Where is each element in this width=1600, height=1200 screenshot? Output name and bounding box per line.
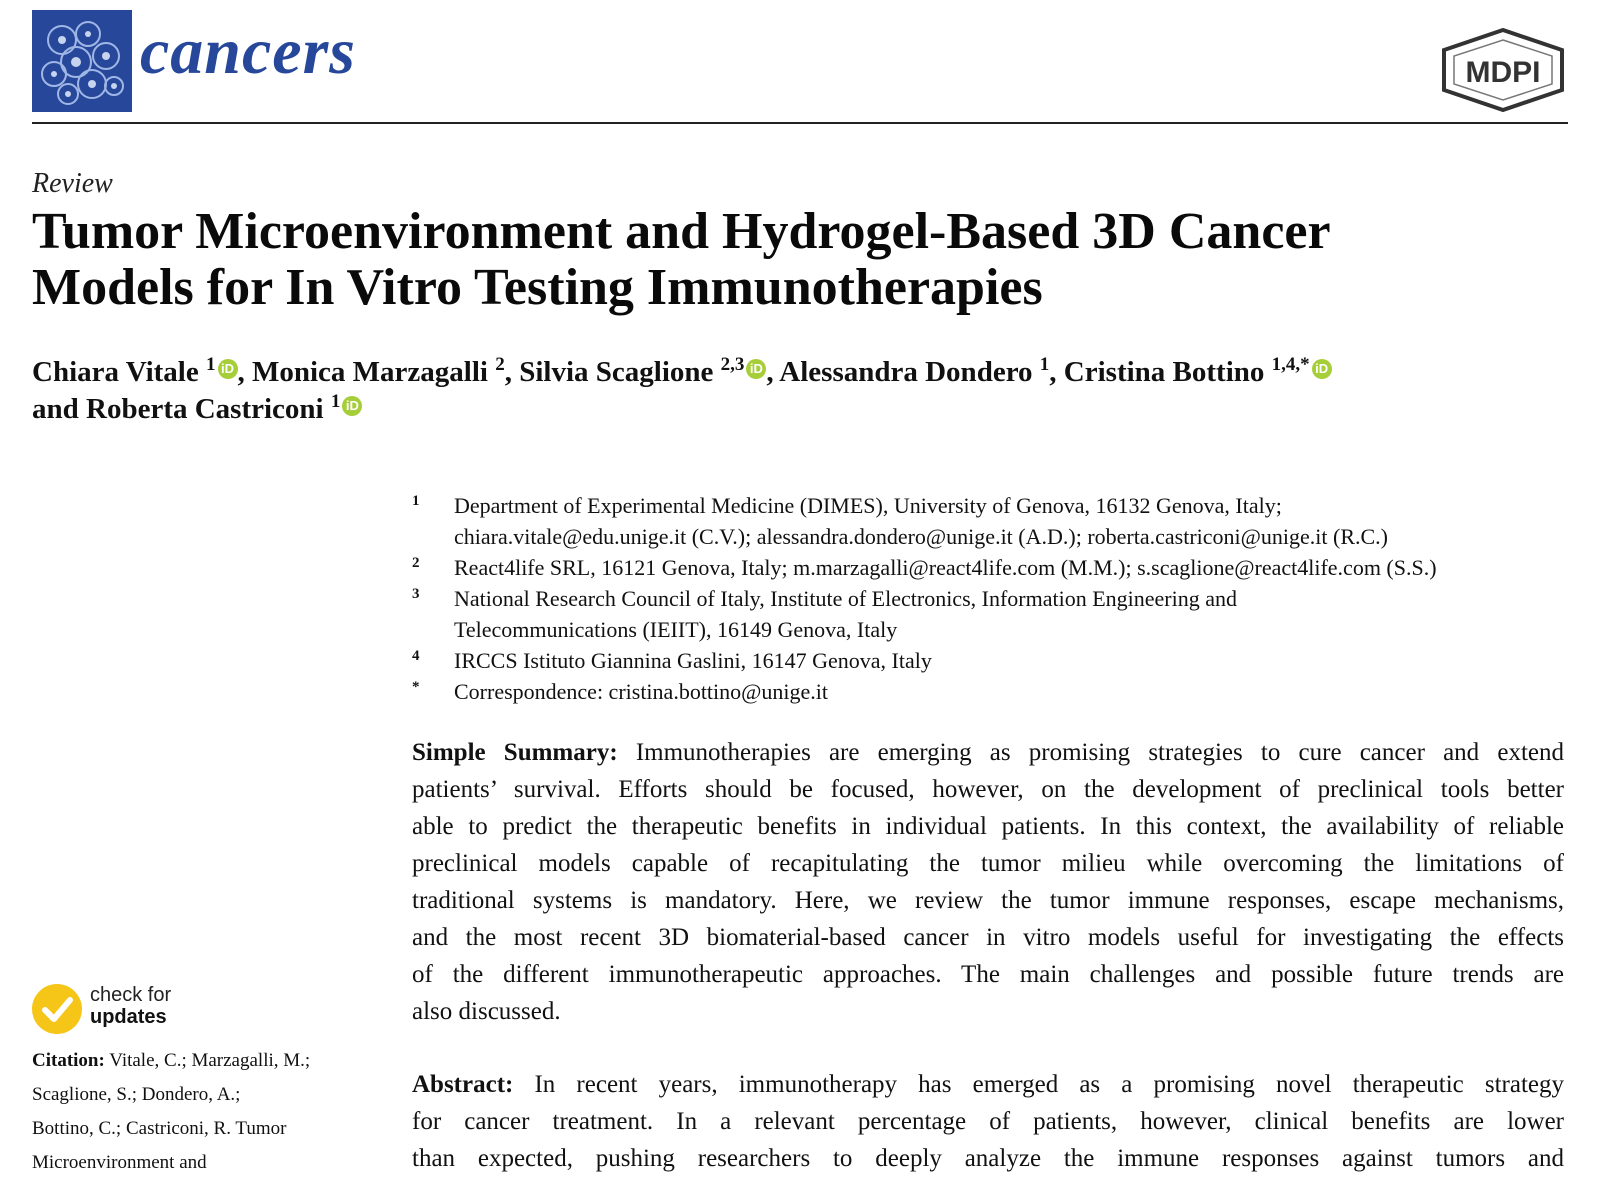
abstract-line: than expected, pushing researchers to deeply analyze the immune responses against tumors and [412, 1145, 1564, 1172]
affiliation-number: 3 [412, 586, 420, 602]
author-name[interactable]: Chiara Vitale [32, 356, 199, 388]
title-line: Tumor Microenvironment and Hydrogel-Based 3D Cancer [32, 203, 1331, 260]
citation-line: Bottino, C.; Castriconi, R. Tumor [32, 1118, 287, 1139]
orcid-icon[interactable]: iD [218, 359, 238, 379]
abstract [412, 1066, 1564, 1177]
author-name[interactable]: Silvia Scaglione [519, 356, 714, 388]
author-separator: , [766, 356, 780, 388]
author-name[interactable]: Alessandra Dondero [779, 356, 1033, 388]
check-for-updates-button[interactable] [32, 984, 212, 1038]
affiliation-number: 2 [412, 555, 420, 571]
summary-line: also discussed. [412, 998, 561, 1025]
title-line: Models for In Vitro Testing Immunotherapies [32, 259, 1043, 316]
affiliation-item [412, 645, 1572, 676]
citation-block [32, 1044, 372, 1180]
author-separator: , [237, 356, 252, 388]
summary-line: traditional systems is mandatory. Here, we review the tumor immune responses, escape mechanisms, [412, 887, 1564, 914]
simple-summary-heading: Simple Summary: [412, 739, 618, 766]
author-separator: , [504, 356, 520, 388]
affiliation-text: National Research Council of Italy, Institute of Electronics, Information Engineering and [454, 586, 1237, 611]
author-separator: , [1049, 356, 1064, 388]
article-title [32, 204, 1532, 316]
affiliation-number: 1 [412, 493, 420, 509]
citation-line: Scaglione, S.; Dondero, A.; [32, 1084, 241, 1105]
summary-text: Immunotherapies are emerging as promising strategies to cure cancer and extend [617, 739, 1564, 766]
author-name[interactable]: Roberta Castriconi [86, 393, 324, 425]
affiliation-text: IRCCS Istituto Giannina Gaslini, 16147 Genova, Italy [454, 648, 932, 673]
author-affiliation-marker: 1 [330, 391, 341, 412]
author-affiliation-marker: 1 [1039, 354, 1050, 375]
author-affiliation-marker: 2 [495, 354, 505, 375]
affiliation-list [412, 490, 1572, 707]
abstract-text: In recent years, immunotherapy has emerged as a promising novel therapeutic strategy [513, 1071, 1564, 1098]
affiliation-item [412, 490, 1572, 552]
author-name[interactable]: Cristina Bottino [1063, 356, 1265, 388]
author-list [32, 354, 1572, 428]
summary-line: and the most recent 3D biomaterial-based cancer in vitro models useful for investigating the effects [412, 924, 1564, 951]
affiliation-text: Telecommunications (IEIIT), 16149 Genova, Italy [454, 617, 898, 642]
affiliation-text: Department of Experimental Medicine (DIMES), University of Genova, 16132 Genova, Italy; [454, 493, 1282, 518]
summary-line: of the different immunotherapeutic approaches. The main challenges and possible future trends are [412, 961, 1564, 988]
author-affiliation-marker: 1,4,* [1271, 354, 1310, 375]
summary-line: patients’ survival. Efforts should be focused, however, on the development of preclinical tools better [412, 776, 1564, 803]
affiliation-item [412, 676, 1572, 707]
journal-logo [32, 10, 132, 112]
publisher-name: MDPI [1465, 56, 1541, 89]
article-type: Review [32, 168, 113, 199]
checkmark-icon [32, 984, 82, 1034]
updates-label-bottom: updates [90, 1006, 167, 1028]
citation-heading: Citation: [32, 1050, 105, 1071]
summary-line: able to predict the therapeutic benefits in individual patients. In this context, the availability of reliable [412, 813, 1564, 840]
orcid-icon[interactable]: iD [1312, 359, 1332, 379]
header-divider [32, 122, 1568, 124]
abstract-line [412, 1066, 1564, 1103]
affiliation-number: 4 [412, 648, 420, 664]
simple-summary [412, 734, 1564, 1030]
affiliation-text: React4life SRL, 16121 Genova, Italy; m.marzagalli@react4life.com (M.M.); s.scaglione@react4life.com (S.S.) [454, 555, 1437, 580]
affiliation-number: * [412, 679, 420, 695]
affiliation-text: chiara.vitale@edu.unige.it (C.V.); alessandra.dondero@unige.it (A.D.); roberta.castriconi@unige.it (R.C.) [454, 524, 1389, 549]
updates-label-top: check for [90, 984, 172, 1006]
mdpi-hexagon-icon [1438, 28, 1568, 112]
affiliation-item [412, 583, 1572, 645]
author-affiliation-marker: 1 [206, 354, 216, 375]
abstract-line: for cancer treatment. In a relevant percentage of patients, however, clinical benefits are lower [412, 1108, 1564, 1135]
abstract-heading: Abstract: [412, 1071, 514, 1098]
orcid-icon[interactable]: iD [746, 359, 766, 379]
citation-text: Vitale, C.; Marzagalli, M.; [104, 1050, 311, 1071]
summary-line: preclinical models capable of recapitulating the tumor milieu while overcoming the limitations of [412, 850, 1564, 877]
author-conjunction: and [32, 393, 87, 425]
citation-line [32, 1044, 372, 1078]
author-name[interactable]: Monica Marzagalli [252, 356, 488, 388]
journal-name: cancers [140, 15, 356, 88]
affiliation-item [412, 552, 1572, 583]
cell-cluster-icon [32, 10, 132, 112]
citation-line: Microenvironment and [32, 1152, 207, 1173]
author-affiliation-marker: 2,3 [720, 354, 745, 375]
affiliation-text: Correspondence: cristina.bottino@unige.it [454, 679, 829, 704]
summary-line [412, 734, 1564, 771]
publisher-logo [1438, 28, 1568, 112]
orcid-icon[interactable]: iD [342, 396, 362, 416]
